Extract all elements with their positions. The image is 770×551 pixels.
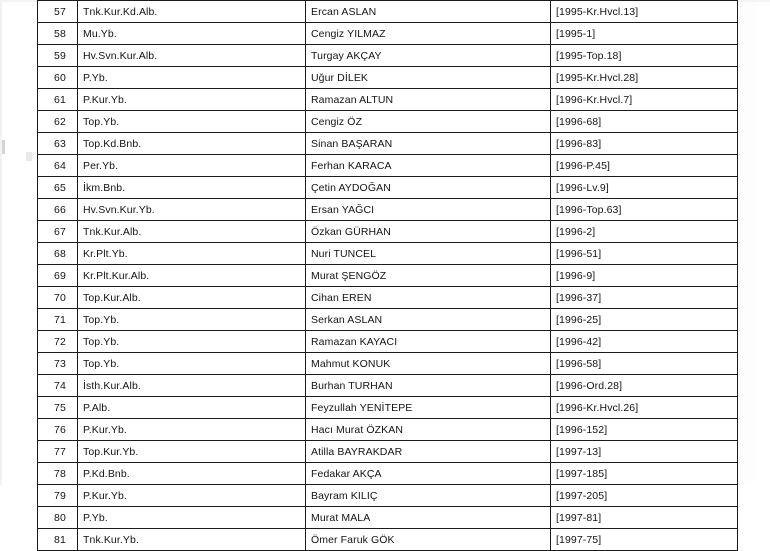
row-number-cell: 59 (38, 45, 78, 67)
row-number-cell: 81 (38, 529, 78, 551)
row-number-cell: 73 (38, 353, 78, 375)
table-row (38, 419, 738, 441)
table-row (38, 331, 738, 353)
row-number-cell: 62 (38, 111, 78, 133)
row-number-cell: 57 (38, 1, 78, 23)
row-name-cell: Atilla BAYRAKDAR (306, 441, 551, 463)
row-code-cell: [1996-Kr.Hvcl.7] (551, 89, 738, 111)
row-code-cell: [1996-Kr.Hvcl.26] (551, 397, 738, 419)
row-number-cell: 70 (38, 287, 78, 309)
row-rank-cell: Hv.Svn.Kur.Alb. (78, 45, 306, 67)
row-code-cell: [1996-9] (551, 265, 738, 287)
row-rank-cell: Top.Yb. (78, 111, 306, 133)
row-rank-cell: İkm.Bnb. (78, 177, 306, 199)
table-row (38, 529, 738, 551)
row-code-cell: [1996-51] (551, 243, 738, 265)
row-code-cell: [1996-Lv.9] (551, 177, 738, 199)
row-name-cell: Özkan GÜRHAN (306, 221, 551, 243)
row-name-cell: Ersan YAĞCI (306, 199, 551, 221)
scan-edge-left (0, 0, 2, 485)
table-row (38, 45, 738, 67)
row-name-cell: Sinan BAŞARAN (306, 133, 551, 155)
table-row (38, 485, 738, 507)
table-row (38, 397, 738, 419)
row-number-cell: 68 (38, 243, 78, 265)
table-row (38, 309, 738, 331)
row-name-cell: Cengiz YILMAZ (306, 23, 551, 45)
row-rank-cell: Hv.Svn.Kur.Yb. (78, 199, 306, 221)
row-number-cell: 77 (38, 441, 78, 463)
row-name-cell: Serkan ASLAN (306, 309, 551, 331)
table-row (38, 507, 738, 529)
row-name-cell: Mahmut KONUK (306, 353, 551, 375)
row-name-cell: Burhan TURHAN (306, 375, 551, 397)
row-rank-cell: P.Yb. (78, 67, 306, 89)
table-row (38, 287, 738, 309)
row-name-cell: Cengiz ÖZ (306, 111, 551, 133)
table-row (38, 177, 738, 199)
row-name-cell: Hacı Murat ÖZKAN (306, 419, 551, 441)
row-code-cell: [1996-42] (551, 331, 738, 353)
row-code-cell: [1996-25] (551, 309, 738, 331)
row-rank-cell: P.Kur.Yb. (78, 485, 306, 507)
row-number-cell: 72 (38, 331, 78, 353)
row-number-cell: 61 (38, 89, 78, 111)
table-row (38, 243, 738, 265)
row-number-cell: 71 (38, 309, 78, 331)
row-code-cell: [1996-152] (551, 419, 738, 441)
row-code-cell: [1996-Top.63] (551, 199, 738, 221)
row-code-cell: [1995-1] (551, 23, 738, 45)
row-rank-cell: Mu.Yb. (78, 23, 306, 45)
row-rank-cell: Top.Yb. (78, 353, 306, 375)
row-code-cell: [1995-Kr.Hvcl.13] (551, 1, 738, 23)
row-rank-cell: P.Kur.Yb. (78, 89, 306, 111)
row-code-cell: [1997-13] (551, 441, 738, 463)
row-name-cell: Fedakar AKÇA (306, 463, 551, 485)
personnel-table-body (38, 1, 738, 551)
row-name-cell: Murat MALA (306, 507, 551, 529)
row-code-cell: [1995-Top.18] (551, 45, 738, 67)
row-rank-cell: Tnk.Kur.Yb. (78, 529, 306, 551)
row-number-cell: 76 (38, 419, 78, 441)
row-rank-cell: Top.Kur.Alb. (78, 287, 306, 309)
row-rank-cell: Per.Yb. (78, 155, 306, 177)
row-number-cell: 75 (38, 397, 78, 419)
table-row (38, 89, 738, 111)
row-code-cell: [1997-205] (551, 485, 738, 507)
row-code-cell: [1996-83] (551, 133, 738, 155)
row-code-cell: [1997-81] (551, 507, 738, 529)
row-number-cell: 67 (38, 221, 78, 243)
row-code-cell: [1996-68] (551, 111, 738, 133)
row-name-cell: Cihan EREN (306, 287, 551, 309)
row-rank-cell: İsth.Kur.Alb. (78, 375, 306, 397)
row-number-cell: 65 (38, 177, 78, 199)
row-code-cell: [1996-Ord.28] (551, 375, 738, 397)
row-number-cell: 66 (38, 199, 78, 221)
row-number-cell: 78 (38, 463, 78, 485)
table-row (38, 23, 738, 45)
table-row (38, 111, 738, 133)
row-code-cell: [1996-P.45] (551, 155, 738, 177)
row-rank-cell: Top.Yb. (78, 309, 306, 331)
row-rank-cell: P.Alb. (78, 397, 306, 419)
row-name-cell: Nuri TUNCEL (306, 243, 551, 265)
table-row (38, 441, 738, 463)
row-code-cell: [1996-37] (551, 287, 738, 309)
personnel-table-wrapper (37, 0, 737, 551)
row-name-cell: Feyzullah YENİTEPE (306, 397, 551, 419)
row-code-cell: [1996-58] (551, 353, 738, 375)
row-name-cell: Çetin AYDOĞAN (306, 177, 551, 199)
row-rank-cell: Kr.Plt.Yb. (78, 243, 306, 265)
table-row (38, 1, 738, 23)
row-name-cell: Ramazan KAYACI (306, 331, 551, 353)
row-name-cell: Ömer Faruk GÖK (306, 529, 551, 551)
table-row (38, 265, 738, 287)
row-number-cell: 74 (38, 375, 78, 397)
row-rank-cell: Top.Kd.Bnb. (78, 133, 306, 155)
scan-noise-left (26, 152, 32, 161)
row-rank-cell: Tnk.Kur.Kd.Alb. (78, 1, 306, 23)
row-rank-cell: Top.Kur.Yb. (78, 441, 306, 463)
row-number-cell: 69 (38, 265, 78, 287)
row-code-cell: [1996-2] (551, 221, 738, 243)
table-row (38, 199, 738, 221)
row-rank-cell: Tnk.Kur.Alb. (78, 221, 306, 243)
row-number-cell: 58 (38, 23, 78, 45)
table-row (38, 375, 738, 397)
row-number-cell: 63 (38, 133, 78, 155)
table-row (38, 133, 738, 155)
row-name-cell: Ferhan KARACA (306, 155, 551, 177)
row-code-cell: [1997-75] (551, 529, 738, 551)
personnel-table (37, 0, 738, 551)
table-row (38, 221, 738, 243)
row-number-cell: 60 (38, 67, 78, 89)
table-row (38, 463, 738, 485)
row-number-cell: 79 (38, 485, 78, 507)
table-row (38, 67, 738, 89)
row-name-cell: Bayram KILIÇ (306, 485, 551, 507)
row-name-cell: Uğur DİLEK (306, 67, 551, 89)
row-number-cell: 64 (38, 155, 78, 177)
row-name-cell: Ramazan ALTUN (306, 89, 551, 111)
row-rank-cell: Kr.Plt.Kur.Alb. (78, 265, 306, 287)
row-code-cell: [1995-Kr.Hvcl.28] (551, 67, 738, 89)
row-rank-cell: P.Kur.Yb. (78, 419, 306, 441)
table-row (38, 353, 738, 375)
scan-artifact-mark (2, 140, 5, 154)
table-row (38, 155, 738, 177)
row-name-cell: Turgay AKÇAY (306, 45, 551, 67)
row-name-cell: Murat ŞENGÖZ (306, 265, 551, 287)
row-code-cell: [1997-185] (551, 463, 738, 485)
row-rank-cell: P.Yb. (78, 507, 306, 529)
row-name-cell: Ercan ASLAN (306, 1, 551, 23)
scan-noise-right (736, 2, 756, 482)
row-rank-cell: Top.Yb. (78, 331, 306, 353)
row-number-cell: 80 (38, 507, 78, 529)
row-rank-cell: P.Kd.Bnb. (78, 463, 306, 485)
